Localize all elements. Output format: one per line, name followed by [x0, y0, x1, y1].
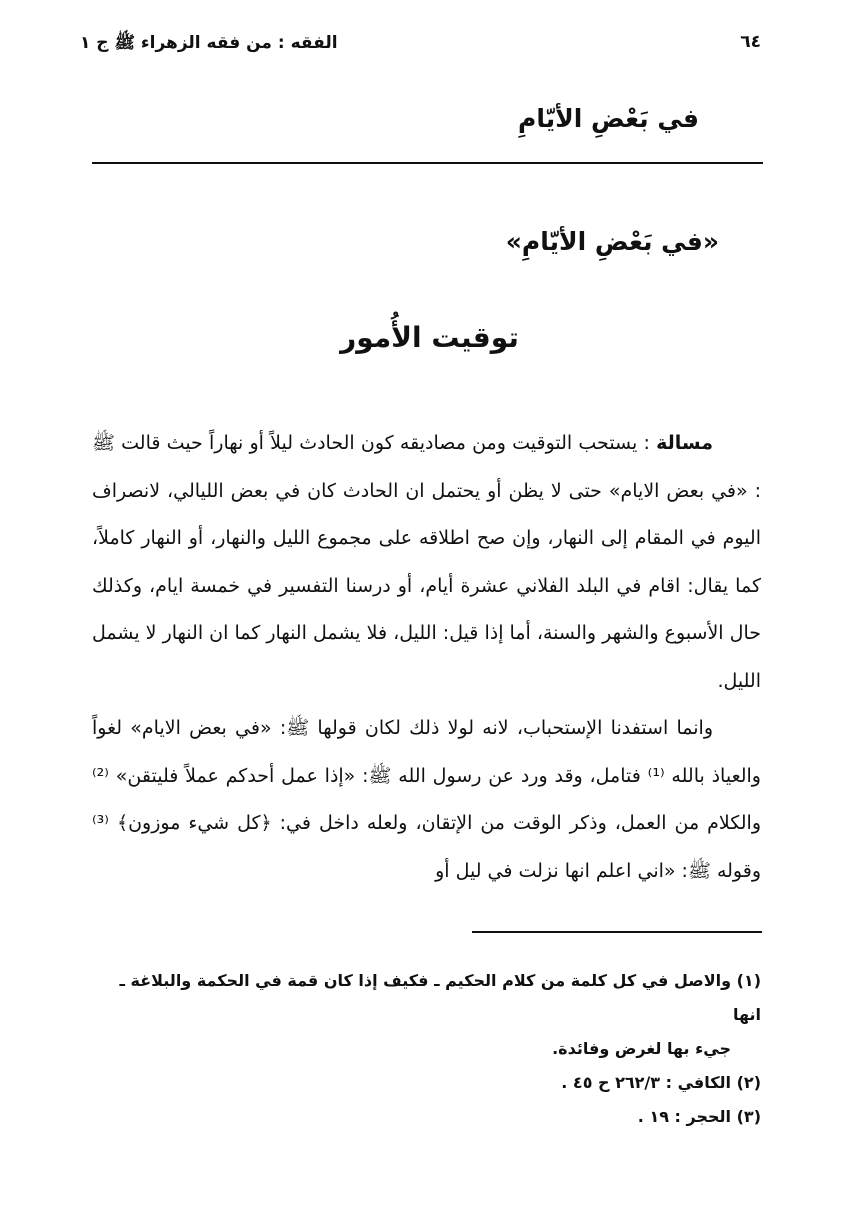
- chapter-title: توقيت الأُمور: [340, 321, 519, 354]
- paragraph-2-text: وانما استفدنا الإستحباب، لانه لولا ذلك لكان قولها ﷺ: «في بعض الايام» لغواً والعياذ بالله ⁽¹⁾ فتامل، وقد ورد عن رسول الله ﷺ: «إذا عمل أحدكم عملاً فليتقن» ⁽²⁾ والكلام من العمل، وذكر الوقت من الإتقان، ولعله داخل في: ﴿كل شيء موزون﴾ ⁽³⁾ وقوله ﷺ: «اني اعلم انها نزلت في ليل أو: [92, 717, 761, 882]
- footnote-3: (٣) الحجر : ١٩ .: [637, 1107, 761, 1126]
- footnote-1: (١) والاصل في كل كلمة من كلام الحكيم ـ فكيف إذا كان قمة في الحكمة والبلاغة ـ انها: [119, 971, 761, 1024]
- issue-label: مسالة: [656, 432, 713, 454]
- section-heading: في بَعْضِ الأيّامِ: [518, 104, 699, 133]
- paragraph-1: [92, 420, 761, 705]
- running-header: [80, 32, 761, 62]
- header-divider: [92, 162, 763, 164]
- paragraph-2: [92, 705, 761, 895]
- book-title: الفقه : من فقه الزهراء ﷺ ج ١: [80, 33, 338, 53]
- footnote-divider: [472, 931, 762, 933]
- paragraph-1-text: : يستحب التوقيت ومن مصاديقه كون الحادث ليلاً أو نهاراً حيث قالت ﷺ : «في بعض الايام» حتى لا يظن أو يحتمل ان الحادث كان في بعض الليالي، لانصراف اليوم في المقام إلى النهار، وإن صح اطلاقه على مجموع الليل والنهار، أو النهار كاملاً، كما يقال: اقام في البلد الفلاني عشرة أيام، أو درسنا التفسير في خمسة ايام، وكذلك حال الأسبوع والشهر والسنة، أما إذا قيل: الليل، فلا يشمل النهار كما ان النهار لا يشمل الليل.: [92, 432, 761, 692]
- page-number: ٦٤: [740, 32, 761, 52]
- footnote-2: (٢) الكافي : ٢٦٢/٣ ح ٤٥ .: [561, 1073, 761, 1092]
- footnote-1-continued: جيء بها لغرض وفائدة.: [552, 1039, 731, 1058]
- quote-title: «في بَعْضِ الأيّامِ»: [505, 227, 719, 256]
- footnotes: [92, 964, 761, 1134]
- body-text: [92, 420, 761, 895]
